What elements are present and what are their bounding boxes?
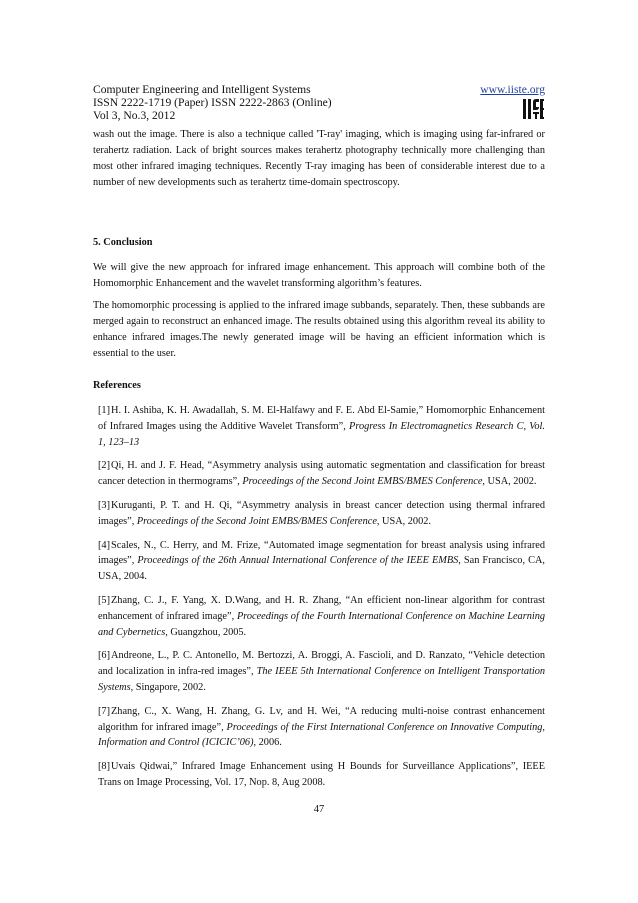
conclusion-paragraph-2: The homomorphic processing is applied to the infrared image subbands, separately. Then, these subbands are merged again to reconstruct an enhanced image. The results obtained using this algorithm reveal its ability to enhance infrared images.The newly generated image will be having an efficient information which is essential to the user.	[93, 300, 545, 359]
intro-paragraph-block	[93, 127, 545, 197]
reference-list	[98, 403, 545, 799]
page-number: 47	[313, 804, 325, 815]
reference-item: [4]Scales, N., C. Herry, and M. Frize, “Automated image segmentation for breast analysis using infrared images”, Proceedings of the 26th Annual International Conference of the IEEE EMBS, San Francisco, CA, USA, 2004.	[98, 539, 545, 583]
conclusion-body	[93, 260, 545, 368]
reference-item: [2]Qi, H. and J. F. Head, “Asymmetry analysis using automatic segmentation and classification for breast cancer detection in thermograms”, Proceedings of the Second Joint EMBS/BMES Conference, USA, 2002.	[98, 460, 545, 488]
references-heading: References	[93, 380, 141, 391]
journal-url-link[interactable]: www.iiste.org	[480, 83, 545, 96]
intro-paragraph: wash out the image. There is also a technique called 'T-ray' imaging, which is imaging using far-infrared or terahertz radiation. Lack of bright sources makes terahertz photography technically more challenging than most other infrared imaging techniques. Recently T-ray imaging has been of considerable interest due to a number of new developments such as terahertz time-domain spectroscopy.	[93, 129, 545, 188]
journal-header	[93, 83, 545, 123]
reference-item: [1]H. I. Ashiba, K. H. Awadallah, S. M. El-Halfawy and F. E. Abd El-Samie,” Homomorphic Enhancement of Infrared Images using the Additive Wavelet Transform”, Progress In Electromagnetics Research C, Vol. 1, 123–13	[98, 405, 545, 448]
reference-item: [7]Zhang, C., X. Wang, H. Zhang, G. Lv, and H. Wei, “A reducing multi-noise contrast enhancement algorithm for infrared image”, Proceedings of the First International Conference on Innovative Computing, Information and Control (ICICIC’06), 2006.	[98, 705, 545, 749]
conclusion-paragraph-1: We will give the new approach for infrared image enhancement. This approach will combine both of the Homomorphic Enhancement and the wavelet transforming algorithm’s features.	[93, 262, 545, 289]
journal-issn: ISSN 2222-1719 (Paper) ISSN 2222-2863 (Online)	[93, 96, 332, 109]
reference-item: [8]Uvais Qidwai,” Infrared Image Enhancement using H Bounds for Surveillance Applications”, IEEE Trans on Image Processing, Vol. 17, Nop. 8, Aug 2008.	[98, 761, 545, 788]
journal-title: Computer Engineering and Intelligent Systems	[93, 83, 311, 96]
reference-item: [3]Kuruganti, P. T. and H. Qi, “Asymmetry analysis in breast cancer detection using thermal infrared images”, Proceedings of the Second Joint EMBS/BMES Conference, USA, 2002.	[98, 499, 545, 527]
journal-volume: Vol 3, No.3, 2012	[93, 109, 176, 122]
reference-item: [6]Andreone, L., P. C. Antonello, M. Bertozzi, A. Broggi, A. Fascioli, and D. Ranzato, “Vehicle detection and localization in infra-red images”, The IEEE 5th International Conference on Intelligent Transportation Systems, Singapore, 2002.	[98, 650, 545, 693]
reference-item: [5]Zhang, C. J., F. Yang, X. D.Wang, and H. R. Zhang, “An efficient non-linear algorithm for contrast enhancement of infrared image”, Proceedings of the Fourth International Conference on Machine Learning and Cybernetics, Guangzhou, 2005.	[98, 594, 546, 638]
iiste-logo-icon	[522, 97, 544, 121]
conclusion-heading: 5. Conclusion	[93, 237, 153, 248]
